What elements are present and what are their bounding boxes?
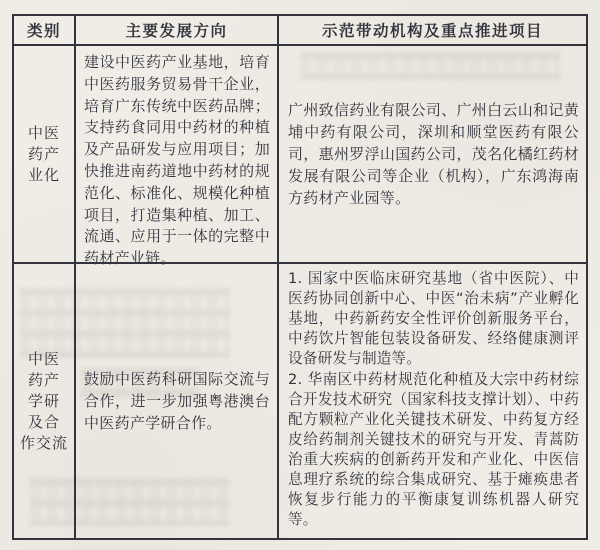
column-header-projects: [279, 16, 586, 46]
cell-direction-industrialization: [76, 46, 279, 268]
category-line: 及合: [27, 412, 60, 431]
category-line: 业化: [27, 165, 60, 184]
column-header-category-label: 类别: [26, 22, 61, 40]
cell-category-research-cooperation: [14, 264, 76, 538]
projects-paragraph-item-2: 2. 华南区中药材规范化种植及大宗中药材综合开发技术研究（国家科技支撑计划）、中药配方颗粒产业化关键技术研发、中药复方经皮给药制剂关键技术的研究与开发、青蒿防治重大疾病的创新药开发和产业化、中医信息理疗系统的综合集成研究、基于瘫痪患者恢复步行能力的平衡康复训练机器人研究等。: [288, 371, 579, 528]
category-line: 中医: [27, 349, 60, 368]
column-header-projects-label: 示范带动机构及重点推进项目: [321, 22, 543, 40]
cell-projects-research-cooperation: [279, 264, 586, 538]
column-header-direction-label: 主要发展方向: [125, 22, 228, 40]
category-line: 中医: [27, 123, 60, 142]
cell-projects-industrialization: [279, 46, 586, 264]
projects-paragraph-item-1: 1. 国家中医临床研究基地（省中医院）、中医药协同创新中心、中医“治未病”产业孵化基地，中药新药安全性评价创新服务平台，中药饮片智能包装设备研发、经络健康测评设备研发与制造等。: [288, 270, 579, 367]
category-line: 作交流: [19, 433, 68, 452]
category-line: 药产: [27, 144, 60, 163]
cell-category-industrialization: [14, 46, 76, 264]
column-header-category: [14, 16, 76, 46]
direction-paragraph: 鼓励中医药科研国际交流与合作，进一步加强粤港澳台中医药产学研合作。: [84, 370, 270, 432]
direction-paragraph: 建设中医药产业基地，培育中医药服务贸易骨干企业，培育广东传统中医药品牌；支持药食同用中药材的种植及产品研发与应用项目；加快推进南药道地中药材的规范化、标准化、规模化种植项目，打造集种植、加工、流通、应用于一体的完整中药材产业链。: [84, 53, 270, 268]
development-plan-table: [12, 14, 588, 540]
category-line: 药产: [27, 370, 60, 389]
cell-direction-research-cooperation: [76, 264, 279, 538]
column-header-direction: [76, 16, 279, 46]
projects-paragraph: 广州致信药业有限公司、广州白云山和记黄埔中药有限公司，深圳和顺堂医药有限公司，惠州罗浮山国药公司，茂名化橘红药材发展有限公司等企业（机构），广东鸿海南方药材产业园等。: [288, 101, 579, 207]
category-line: 学研: [27, 391, 60, 410]
